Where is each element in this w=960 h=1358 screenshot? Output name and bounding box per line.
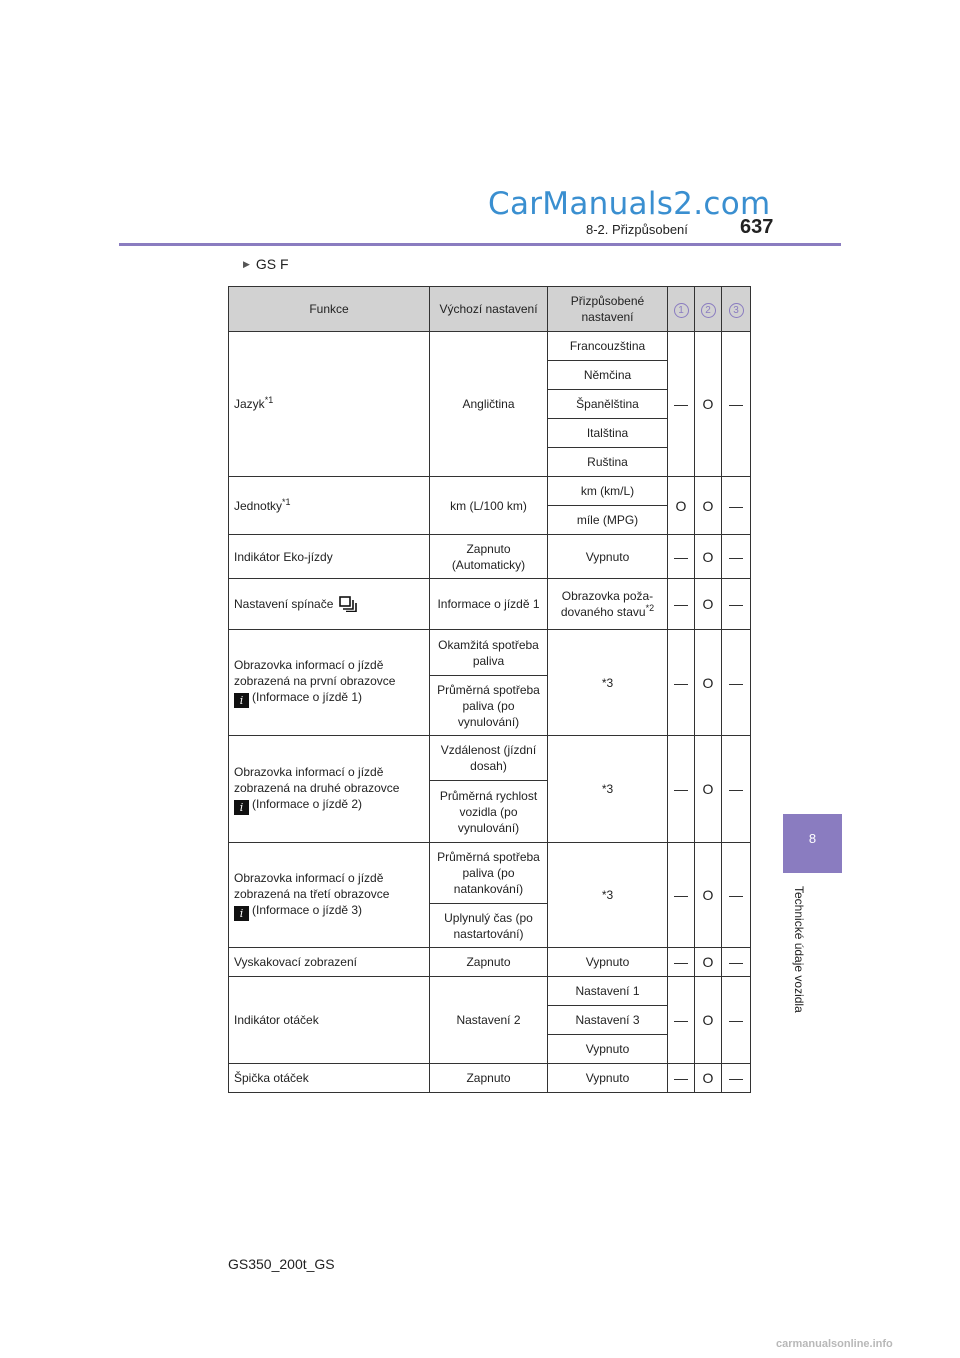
row-screen2-custom: *3 bbox=[548, 736, 668, 843]
row-peak-label: Špička otáček bbox=[229, 1064, 430, 1093]
peak-col1: — bbox=[668, 1064, 695, 1093]
row-peak-custom: Vypnuto bbox=[548, 1064, 668, 1093]
header-rule bbox=[119, 243, 841, 246]
info-icon: i bbox=[234, 800, 249, 815]
screen2-default: Průměrná rychlost vozidla (po vynulování) bbox=[430, 781, 548, 843]
footer-watermark: carmanualsonline.info bbox=[776, 1338, 893, 1350]
watermark-logo: CarManuals2.com bbox=[488, 186, 771, 222]
screen1-col2: O bbox=[695, 630, 722, 736]
row-switch-label: Nastavení spínače bbox=[229, 579, 430, 630]
circled-3-icon: 3 bbox=[729, 303, 744, 318]
footer-model: GS350_200t_GS bbox=[228, 1256, 335, 1272]
section-title: 8-2. Přizpůsobení bbox=[586, 222, 688, 237]
language-option: Ruština bbox=[548, 448, 668, 477]
row-screen1-custom: *3 bbox=[548, 630, 668, 736]
switch-screens-icon bbox=[339, 596, 357, 612]
table-row bbox=[229, 1064, 751, 1093]
model-label-text: GS F bbox=[255, 256, 289, 272]
row-screen2-label: Obrazovka informací o jízdě zobrazená na druhé obrazovce i (Informace o jízdě 2) bbox=[229, 736, 430, 843]
peak-col2: O bbox=[695, 1064, 722, 1093]
row-popup-label: Vyskakovací zobrazení bbox=[229, 948, 430, 977]
table-row bbox=[229, 579, 751, 630]
customization-table bbox=[228, 286, 751, 1093]
screen2-col3: — bbox=[722, 736, 751, 843]
table-row bbox=[229, 535, 751, 579]
rpm-col2: O bbox=[695, 977, 722, 1064]
screen3-col2: O bbox=[695, 843, 722, 948]
eco-col2: O bbox=[695, 535, 722, 579]
switch-col2: O bbox=[695, 579, 722, 630]
eco-col3: — bbox=[722, 535, 751, 579]
header-col-1 bbox=[668, 287, 695, 332]
language-option: Francouzština bbox=[548, 332, 668, 361]
eco-col1: — bbox=[668, 535, 695, 579]
row-screen1-label: Obrazovka informací o jízdě zobrazená na první obrazovce i (Informace o jízdě 1) bbox=[229, 630, 430, 736]
screen1-default: Průměrná spotřeba paliva (po vynulování) bbox=[430, 676, 548, 736]
language-col1: — bbox=[668, 332, 695, 477]
table-row bbox=[229, 948, 751, 977]
circled-1-icon: 1 bbox=[674, 303, 689, 318]
table-row bbox=[229, 843, 751, 904]
row-screen3-label: Obrazovka informací o jízdě zobrazená na třetí obrazovce i (Informace o jízdě 3) bbox=[229, 843, 430, 948]
screen3-col3: — bbox=[722, 843, 751, 948]
circled-2-icon: 2 bbox=[701, 303, 716, 318]
table-header-row bbox=[229, 287, 751, 332]
row-units-label: Jednotky$^{*1}$ bbox=[229, 477, 430, 535]
row-eco-default: Zapnuto (Automaticky) bbox=[430, 535, 548, 579]
header-default: Výchozí nastavení bbox=[430, 287, 548, 332]
row-switch-default: Informace o jízdě 1 bbox=[430, 579, 548, 630]
screen3-default: Průměrná spotřeba paliva (po natankování) bbox=[430, 843, 548, 904]
page-number: 637 bbox=[740, 216, 774, 238]
row-switch-custom: Obrazovka poža-dovaného stavu$^{*2}$ bbox=[548, 579, 668, 630]
header-custom: Přizpůsobené nastavení bbox=[548, 287, 668, 332]
rpm-col3: — bbox=[722, 977, 751, 1064]
table-row bbox=[229, 630, 751, 676]
language-col3: — bbox=[722, 332, 751, 477]
screen2-col2: O bbox=[695, 736, 722, 843]
header-function: Funkce bbox=[229, 287, 430, 332]
units-option: km (km/L) bbox=[548, 477, 668, 506]
header-col-3 bbox=[722, 287, 751, 332]
rpm-option: Nastavení 3 bbox=[548, 1006, 668, 1035]
language-option: Italština bbox=[548, 419, 668, 448]
units-col1: O bbox=[668, 477, 695, 535]
row-screen3-custom: *3 bbox=[548, 843, 668, 948]
screen3-col1: — bbox=[668, 843, 695, 948]
row-rpm-default: Nastavení 2 bbox=[430, 977, 548, 1064]
popup-col2: O bbox=[695, 948, 722, 977]
table-row bbox=[229, 477, 751, 506]
peak-col3: — bbox=[722, 1064, 751, 1093]
rpm-col1: — bbox=[668, 977, 695, 1064]
screen1-col3: — bbox=[722, 630, 751, 736]
chapter-title: Technické údaje vozidla bbox=[792, 886, 806, 1013]
screen2-default: Vzdálenost (jízdní dosah) bbox=[430, 736, 548, 781]
units-col3: — bbox=[722, 477, 751, 535]
row-eco-custom: Vypnuto bbox=[548, 535, 668, 579]
table-row bbox=[229, 736, 751, 781]
language-option: Němčina bbox=[548, 361, 668, 390]
row-rpm-label: Indikátor otáček bbox=[229, 977, 430, 1064]
row-language-default: Angličtina bbox=[430, 332, 548, 477]
language-option: Španělština bbox=[548, 390, 668, 419]
units-option: míle (MPG) bbox=[548, 506, 668, 535]
chapter-tab: 8 bbox=[783, 814, 842, 873]
screen1-col1: — bbox=[668, 630, 695, 736]
screen1-default: Okamžitá spotřeba paliva bbox=[430, 630, 548, 676]
model-label bbox=[243, 256, 289, 272]
row-eco-label: Indikátor Eko-jízdy bbox=[229, 535, 430, 579]
switch-col3: — bbox=[722, 579, 751, 630]
info-icon: i bbox=[234, 906, 249, 921]
switch-col1: — bbox=[668, 579, 695, 630]
table-row bbox=[229, 332, 751, 361]
row-peak-default: Zapnuto bbox=[430, 1064, 548, 1093]
screen3-default: Uplynulý čas (po nastartování) bbox=[430, 904, 548, 948]
screen2-col1: — bbox=[668, 736, 695, 843]
language-col2: O bbox=[695, 332, 722, 477]
row-units-default: km (L/100 km) bbox=[430, 477, 548, 535]
popup-col3: — bbox=[722, 948, 751, 977]
row-language-label: Jazyk$^{*1}$ bbox=[229, 332, 430, 477]
table-row bbox=[229, 977, 751, 1006]
popup-col1: — bbox=[668, 948, 695, 977]
units-col2: O bbox=[695, 477, 722, 535]
info-icon: i bbox=[234, 693, 249, 708]
triangle-bullet-icon: ▶ bbox=[243, 259, 250, 269]
header-col-2 bbox=[695, 287, 722, 332]
row-popup-custom: Vypnuto bbox=[548, 948, 668, 977]
rpm-option: Vypnuto bbox=[548, 1035, 668, 1064]
rpm-option: Nastavení 1 bbox=[548, 977, 668, 1006]
row-popup-default: Zapnuto bbox=[430, 948, 548, 977]
